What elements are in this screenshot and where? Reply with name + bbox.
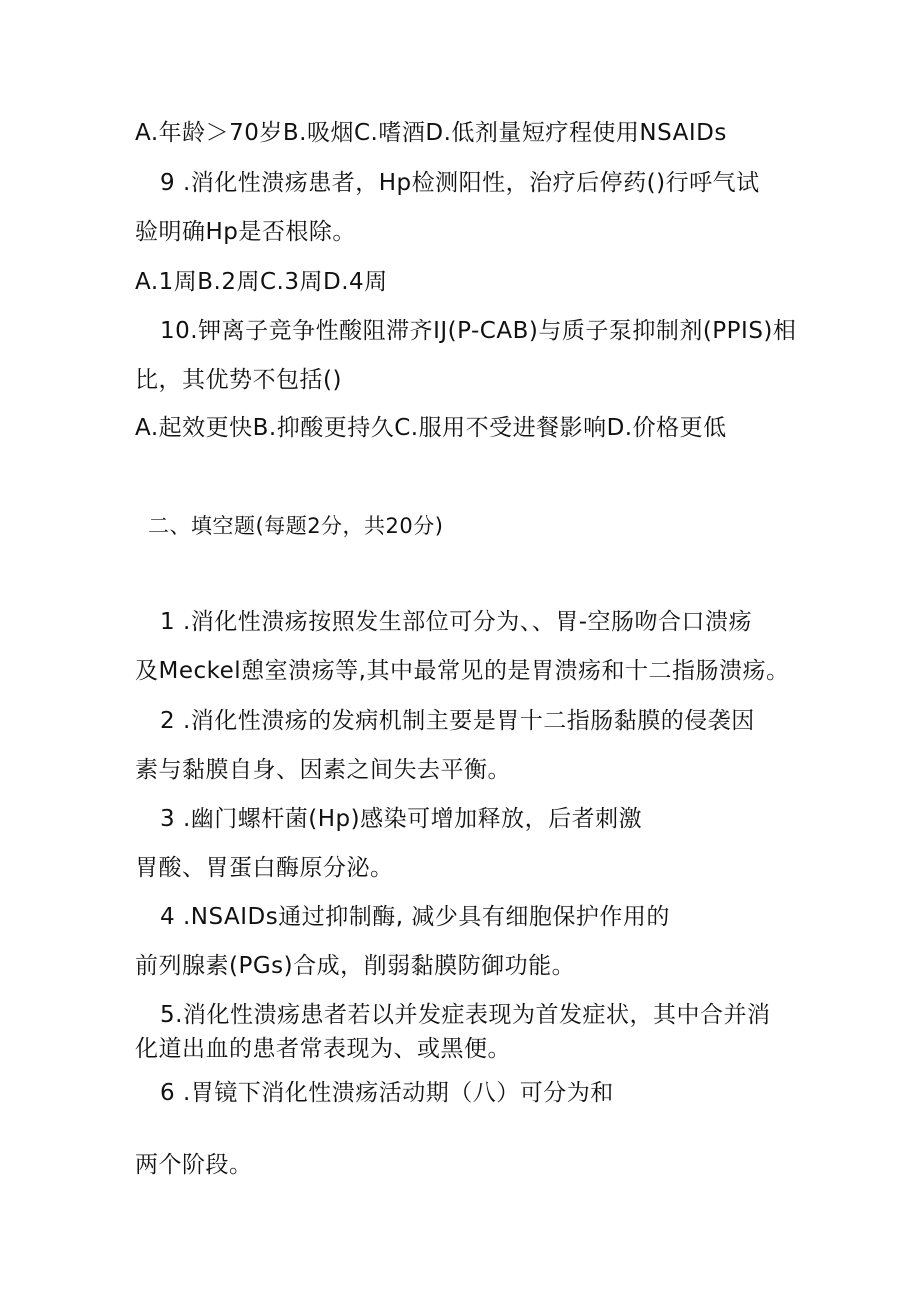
q10-options: A.起效更快B.抑酸更持久C.服用不受进餐影响D.价格更低 [135, 415, 727, 441]
fill-q6-line2: 两个阶段。 [135, 1152, 253, 1178]
fill-q4-line2: 前列腺素(PGs)合成，削弱黏膜防御功能。 [135, 953, 576, 979]
q9-stem-line2: 验明确Hp是否根除。 [135, 219, 356, 245]
fill-q3-line2: 胃酸、胃蛋白酶原分泌。 [135, 855, 394, 881]
fill-q1-line1: 1 .消化性溃疡按照发生部位可分为、、胃-空肠吻合口溃疡 [160, 609, 753, 635]
q9-stem-line1: 9 .消化性溃疡患者，Hp检测阳性，治疗后停药()行呼气试 [160, 170, 760, 196]
fill-q2-line2: 素与黏膜自身、因素之间失去平衡。 [135, 757, 511, 783]
fill-q5-line1: 5.消化性溃疡患者若以并发症表现为首发症状，其中合并消 [160, 1002, 771, 1028]
fill-q5-line2: 化道出血的患者常表现为、或黑便。 [135, 1036, 511, 1062]
fill-q4-line1: 4 .NSAIDs通过抑制酶, 减少具有细胞保护作用的 [160, 904, 670, 930]
q8-options: A.年龄＞70岁B.吸烟C.嗜酒D.低剂量短疗程使用NSAIDs [135, 120, 727, 146]
section-heading-fill-in: 二、填空题(每题2分，共20分) [148, 514, 444, 538]
q9-options: A.1周B.2周C.3周D.4周 [135, 269, 388, 295]
fill-q2-line1: 2 .消化性溃疡的发病机制主要是胃十二指肠黏膜的侵袭因 [160, 708, 755, 734]
fill-q6-line1: 6 .胃镜下消化性溃疡活动期（八）可分为和 [160, 1080, 614, 1106]
fill-q3-line1: 3 .幽门螺杆菌(Hp)感染可增加释放，后者刺激 [160, 806, 643, 832]
q10-stem-line1: 10.钾离子竞争性酸阻滞齐IJ(P-CAB)与质子泵抑制剂(PPIS)相 [160, 318, 797, 344]
fill-q1-line2: 及Meckel憩室溃疡等,其中最常见的是胃溃疡和十二指肠溃疡。 [135, 658, 790, 684]
q10-stem-line2: 比，其优势不包括() [135, 367, 342, 393]
